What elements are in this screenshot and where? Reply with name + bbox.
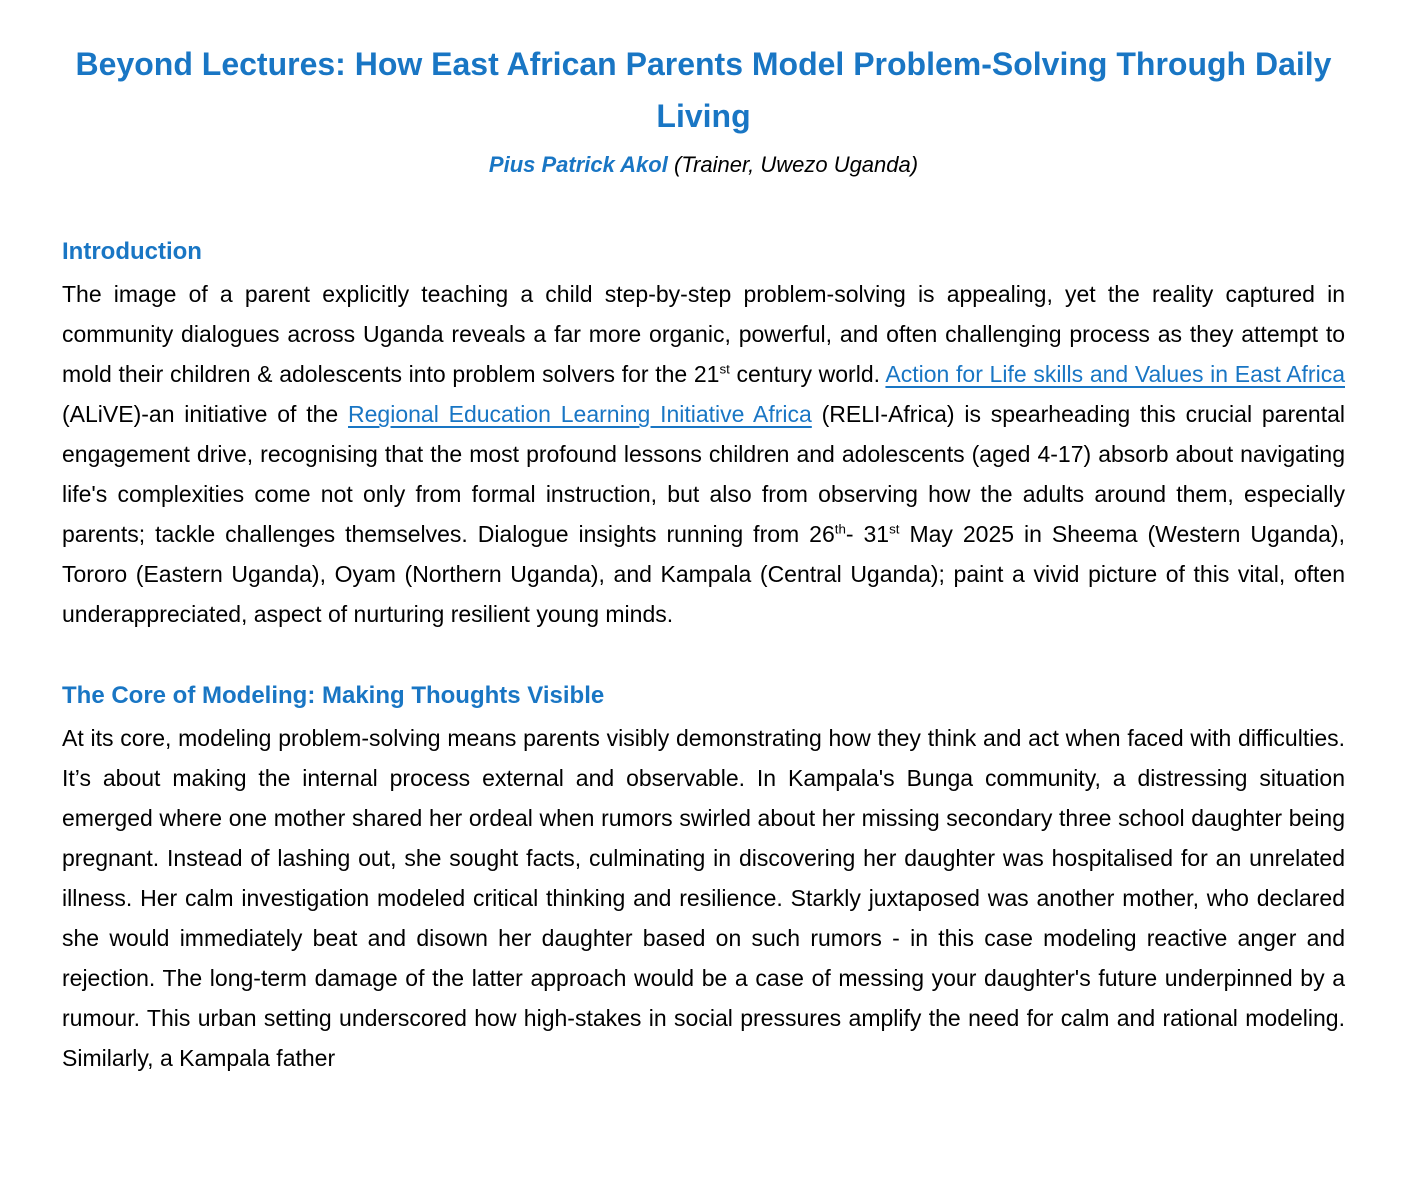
text-run: (RELI-Africa) is spearheading this crucial parental engagement drive, recognising that the most profound lessons children and adolescents (aged 4-17) absorb about navigating life's complexities come not only from formal instruction, but also from observing how the adults around them, especially parents; tackle challenges themselves. Dialogue insights running from 26 bbox=[62, 401, 1345, 547]
text-run: century world. bbox=[729, 361, 886, 387]
text-run: At its core, modeling problem-solving means parents visibly demonstrating how they think and act when faced with difficulties. It’s about making the internal process external and observable. In Kampala's Bunga community, a distressing situation emerged where one mother shared her ordeal when rumors swirled about her missing secondary three school daughter being pregnant. Instead of lashing out, she sought facts, culminating in discovering her daughter was hospitalised for an unrelated illness. Her calm investigation modeled critical thinking and resilience. Starkly juxtaposed was another mother, who declared she would immediately beat and disown her daughter based on such rumors - in this case modeling reactive anger and rejection. The long-term damage of the latter approach would be a case of messing your daughter's future underpinned by a rumour. This urban setting underscored how high-stakes in social pressures amplify the need for calm and rational modeling. Similarly, a Kampala father bbox=[62, 725, 1345, 1071]
section-heading-core-of-modeling: The Core of Modeling: Making Thoughts Visible bbox=[62, 682, 605, 709]
superscript-ordinal: th bbox=[834, 521, 846, 537]
text-run: (ALiVE)-an initiative of the bbox=[62, 401, 349, 427]
text-run: May 2025 in Sheema (Western Uganda), Tororo (Eastern Uganda), Oyam (Northern Uganda), and Kampala (Central Uganda); paint a vivid picture of this vital, often underappreciated, aspect of nurturing resilient young minds. bbox=[62, 521, 1345, 627]
section-heading-introduction: Introduction bbox=[62, 238, 202, 265]
inline-link[interactable]: Regional Education Learning Initiative Africa bbox=[348, 401, 812, 427]
document-title: Beyond Lectures: How East African Parents Model Problem-Solving Through Daily Living bbox=[75, 46, 1332, 134]
byline-author: Pius Patrick Akol bbox=[488, 152, 668, 177]
superscript-ordinal: st bbox=[719, 361, 730, 377]
inline-link[interactable]: Action for Life skills and Values in East Africa bbox=[885, 361, 1345, 387]
superscript-ordinal: st bbox=[889, 521, 900, 537]
text-run: - 31 bbox=[845, 521, 890, 547]
text-run: The image of a parent explicitly teaching a child step-by-step problem-solving is appealing, yet the reality captured in community dialogues across Uganda reveals a far more organic, powerful, and often challenging process as they attempt to mold their children & adolescents into problem solvers for the 21 bbox=[62, 281, 1345, 387]
introduction-paragraph bbox=[62, 274, 1345, 634]
byline-affiliation: (Trainer, Uwezo Uganda) bbox=[667, 152, 919, 177]
byline bbox=[62, 150, 1345, 180]
core-of-modeling-paragraph bbox=[62, 718, 1345, 1078]
